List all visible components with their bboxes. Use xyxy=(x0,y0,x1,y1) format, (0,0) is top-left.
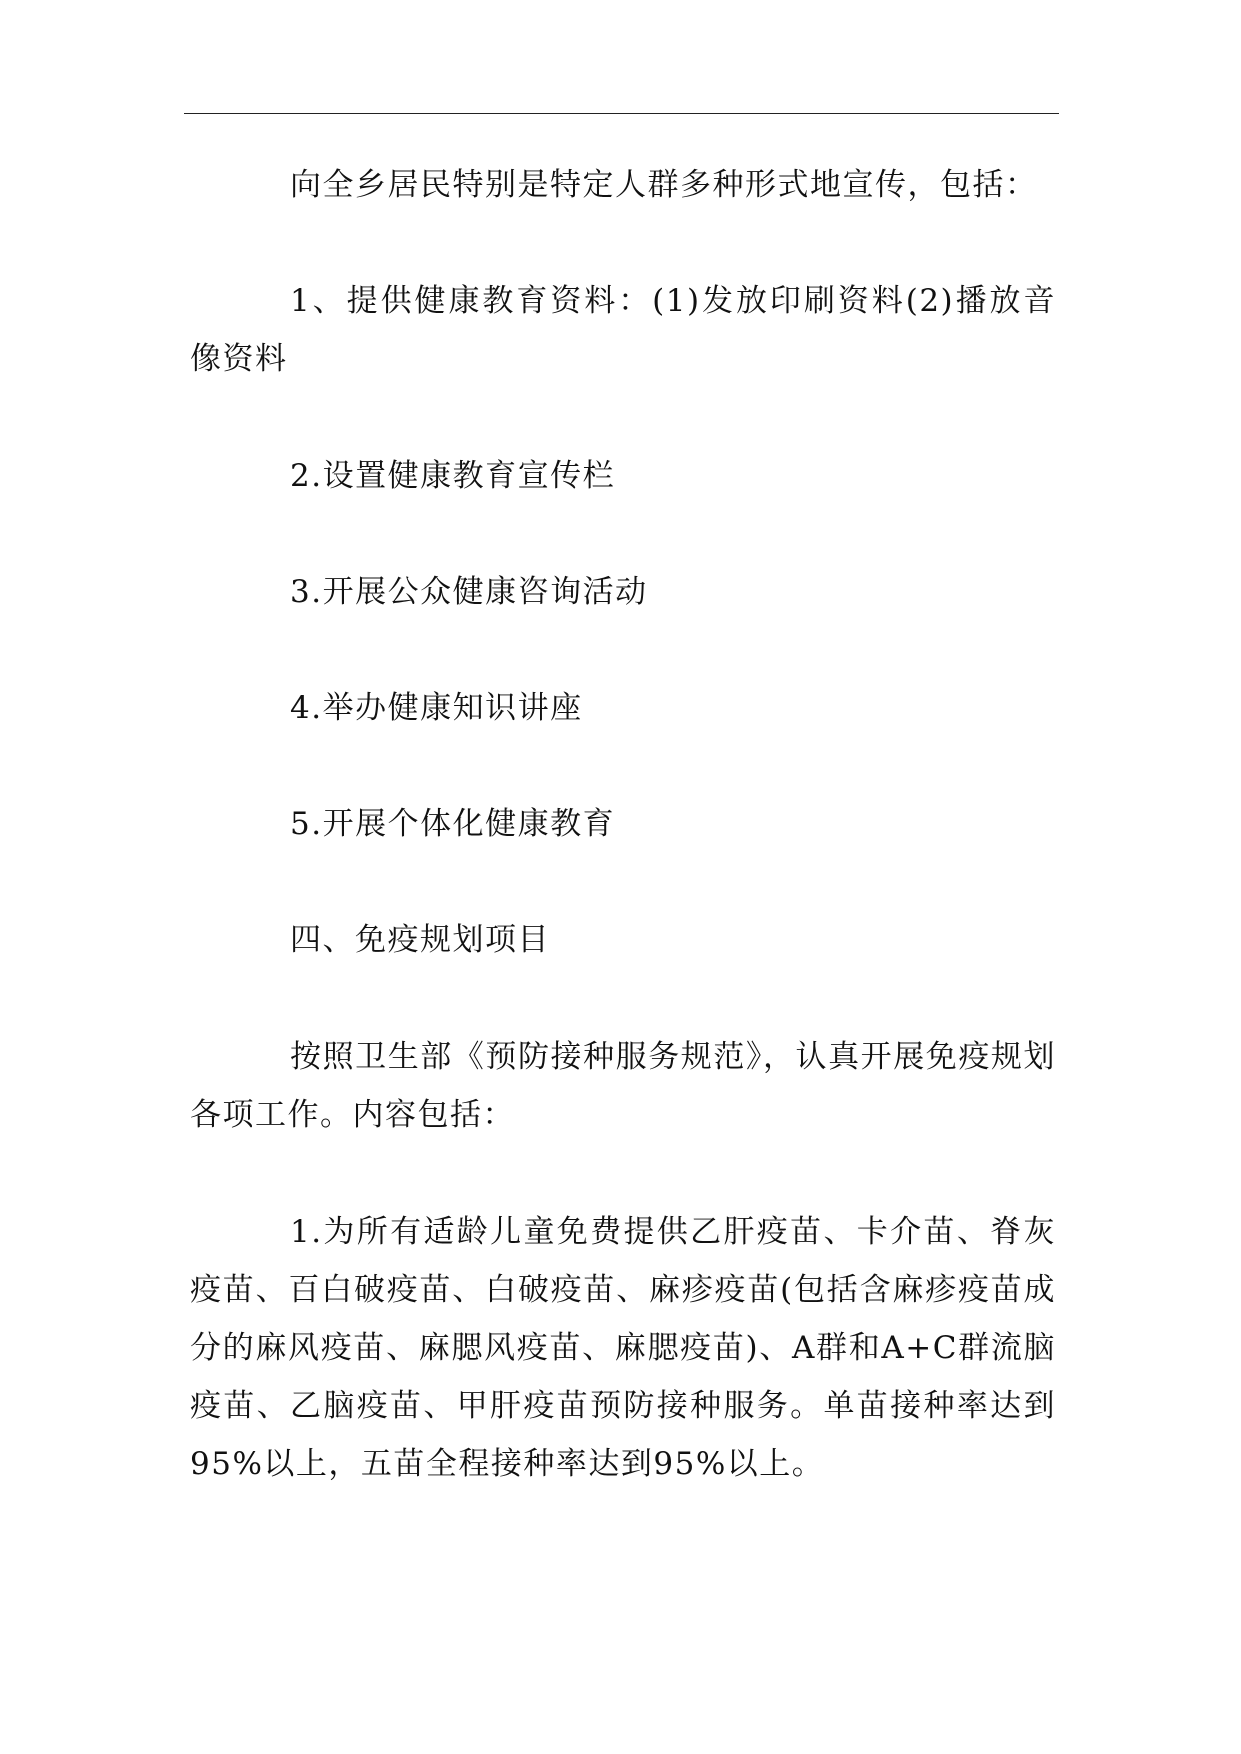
section-heading-immunization: 四、免疫规划项目 xyxy=(290,922,550,958)
header-rule xyxy=(184,113,1059,114)
item-5-individual: 5.开展个体化健康教育 xyxy=(290,806,616,842)
immunization-item-1: 1.为所有适龄儿童免费提供乙肝疫苗、卡介苗、脊灰疫苗、百白破疫苗、白破疫苗、麻疹疫苗(包括含麻疹疫苗成分的麻风疫苗、麻腮风疫苗、麻腮疫苗)、A群和A+C群流脑疫苗、乙脑疫苗、甲肝疫苗预防接种服务。单苗接种率达到95%以上，五苗全程接种率达到95%以上。 xyxy=(190,1214,1056,1482)
immunization-intro: 按照卫生部《预防接种服务规范》，认真开展免疫规划各项工作。内容包括： xyxy=(190,1039,1056,1133)
item-2-bulletin: 2.设置健康教育宣传栏 xyxy=(290,458,616,494)
intro-paragraph: 向全乡居民特别是特定人群多种形式地宣传，包括： xyxy=(290,167,1038,203)
item-3-consultation: 3.开展公众健康咨询活动 xyxy=(290,574,648,610)
item-4-lectures: 4.举办健康知识讲座 xyxy=(290,690,583,726)
item-1-materials: 1、提供健康教育资料：(1)发放印刷资料(2)播放音像资料 xyxy=(190,283,1056,377)
